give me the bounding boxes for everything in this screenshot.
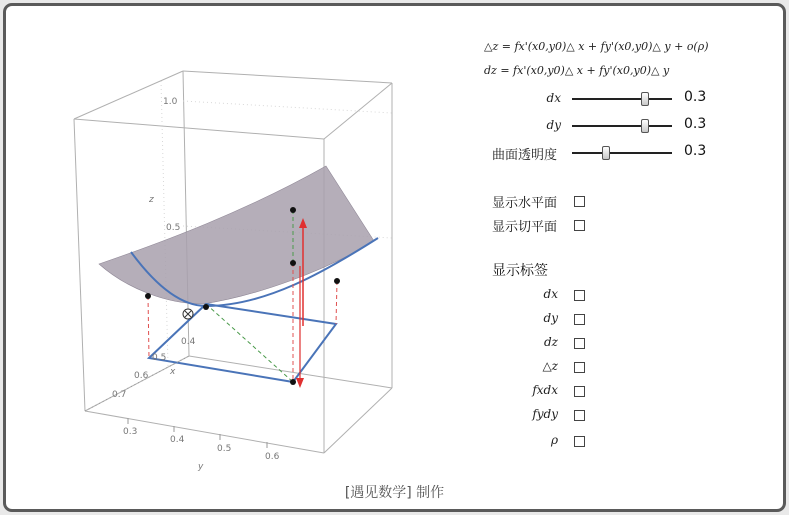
formula-delta-z: △z = fx'(x0,y0)△ x + fy'(x0,y0)△ y + o(ρ) (484, 40, 709, 53)
label-dz: dz (543, 335, 558, 349)
x-tick-3: 0.6 (134, 371, 149, 381)
y-tick-4: 0.6 (265, 452, 280, 462)
x-tick-4: 0.7 (112, 390, 127, 400)
label-row-dx (484, 286, 774, 306)
slider-track (572, 152, 672, 154)
formula-dz: dz = fx'(x0,y0)△ x + fy'(x0,y0)△ y (484, 64, 670, 77)
slider-label-dx: dx (546, 91, 561, 105)
dx-slider[interactable] (572, 89, 672, 109)
label-row-fxdx (484, 382, 774, 402)
slider-thumb[interactable] (602, 146, 610, 160)
rotate-cursor-icon (183, 309, 193, 319)
x-tick-2: 0.5 (152, 353, 167, 363)
slider-track (572, 98, 672, 100)
surface-patch (99, 166, 374, 304)
dy-slider[interactable] (572, 116, 672, 136)
slider-row-dx (484, 89, 774, 109)
z-axis-label: z (149, 195, 154, 205)
y-tick-3: 0.5 (217, 444, 232, 454)
label-dx-checkbox[interactable] (574, 290, 585, 301)
label-row-dy (484, 310, 774, 330)
label-dy-checkbox[interactable] (574, 314, 585, 325)
label-dy: dy (543, 311, 558, 325)
z-tick-1: 1.0 (163, 97, 178, 107)
credit-text: [遇见数学] 制作 (344, 485, 445, 501)
horizontal-plane-checkbox[interactable] (574, 196, 585, 207)
label-fydy: fydy (532, 407, 558, 421)
y-tick-1: 0.3 (123, 427, 138, 437)
dx-value: 0.3 (684, 89, 707, 105)
opacity-slider[interactable] (572, 143, 672, 163)
dy-value: 0.3 (684, 116, 707, 132)
label-rho: ρ (550, 433, 558, 447)
label-fydy-checkbox[interactable] (574, 410, 585, 421)
label-delta-z-checkbox[interactable] (574, 362, 585, 373)
label-row-dz (484, 334, 774, 354)
label-rho-checkbox[interactable] (574, 436, 585, 447)
label-row-fydy (484, 406, 774, 426)
y-tick-2: 0.4 (170, 435, 185, 445)
slider-track (572, 125, 672, 127)
labels-section-title: 显示标签 (492, 263, 548, 279)
toggle-label-horizontal-plane: 显示水平面 (492, 196, 558, 211)
label-dz-checkbox[interactable] (574, 338, 585, 349)
toggle-label-tangent-plane: 显示切平面 (492, 220, 558, 235)
y-axis-label: y (198, 462, 204, 472)
tangent-plane-checkbox[interactable] (574, 220, 585, 231)
slider-label-opacity: 曲面透明度 (492, 148, 558, 163)
slider-row-dy (484, 116, 774, 136)
z-tick-2: 0.5 (166, 223, 181, 233)
label-dx: dx (543, 287, 558, 301)
slider-row-opacity (484, 143, 774, 163)
base-rectangle (149, 304, 336, 382)
label-fxdx: fxdx (532, 383, 558, 397)
label-row-delta-z (484, 358, 774, 378)
x-axis-label: x (170, 367, 176, 377)
slider-thumb[interactable] (641, 119, 649, 133)
slider-label-dy: dy (546, 118, 561, 132)
label-row-rho (484, 432, 774, 452)
slider-thumb[interactable] (641, 92, 649, 106)
opacity-value: 0.3 (684, 143, 707, 159)
x-tick-1: 0.4 (181, 337, 196, 347)
label-fxdx-checkbox[interactable] (574, 386, 585, 397)
plot-3d-view[interactable] (6, 6, 486, 484)
control-panel (484, 34, 784, 454)
plot-canvas[interactable] (6, 6, 486, 484)
label-delta-z: △z (542, 359, 558, 373)
app-window (3, 3, 786, 512)
